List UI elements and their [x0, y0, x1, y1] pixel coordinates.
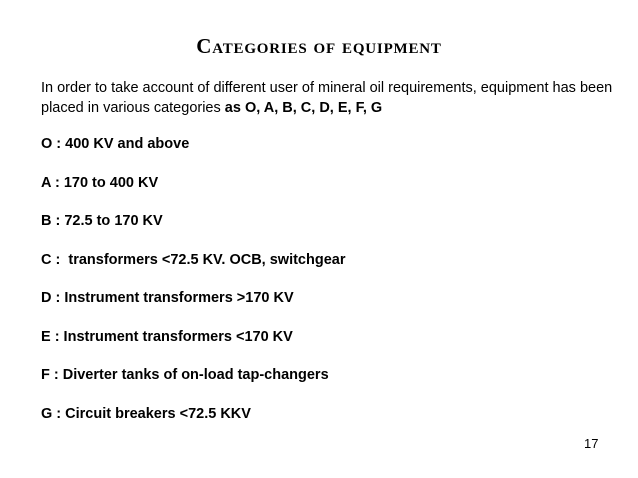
intro-emphasis: as O, A, B, C, D, E, F, G: [224, 100, 383, 116]
category-item-d: D : Instrument transformers >170 KV: [41, 290, 294, 306]
category-list: [41, 134, 345, 442]
intro-paragraph: [41, 78, 621, 118]
category-item-o: O : 400 KV and above: [41, 136, 190, 152]
category-item-g: G : Circuit breakers <72.5 KKV: [41, 405, 251, 422]
category-item-c: C : transformers <72.5 KV. OCB, switchgear: [41, 251, 346, 268]
category-item-f: F : Diverter tanks of on-load tap-changers: [41, 367, 329, 383]
category-item-a: A : 170 to 400 KV: [41, 174, 159, 191]
category-item-e: E : Instrument transformers <170 KV: [41, 328, 293, 345]
intro-text: In order to take account of different user of mineral oil requirements, equipment has been placed in various categories: [41, 80, 613, 116]
page-number: 17: [584, 436, 599, 451]
category-item-b: B : 72.5 to 170 KV: [41, 213, 163, 229]
slide-title: Categories of equipment: [196, 34, 442, 58]
